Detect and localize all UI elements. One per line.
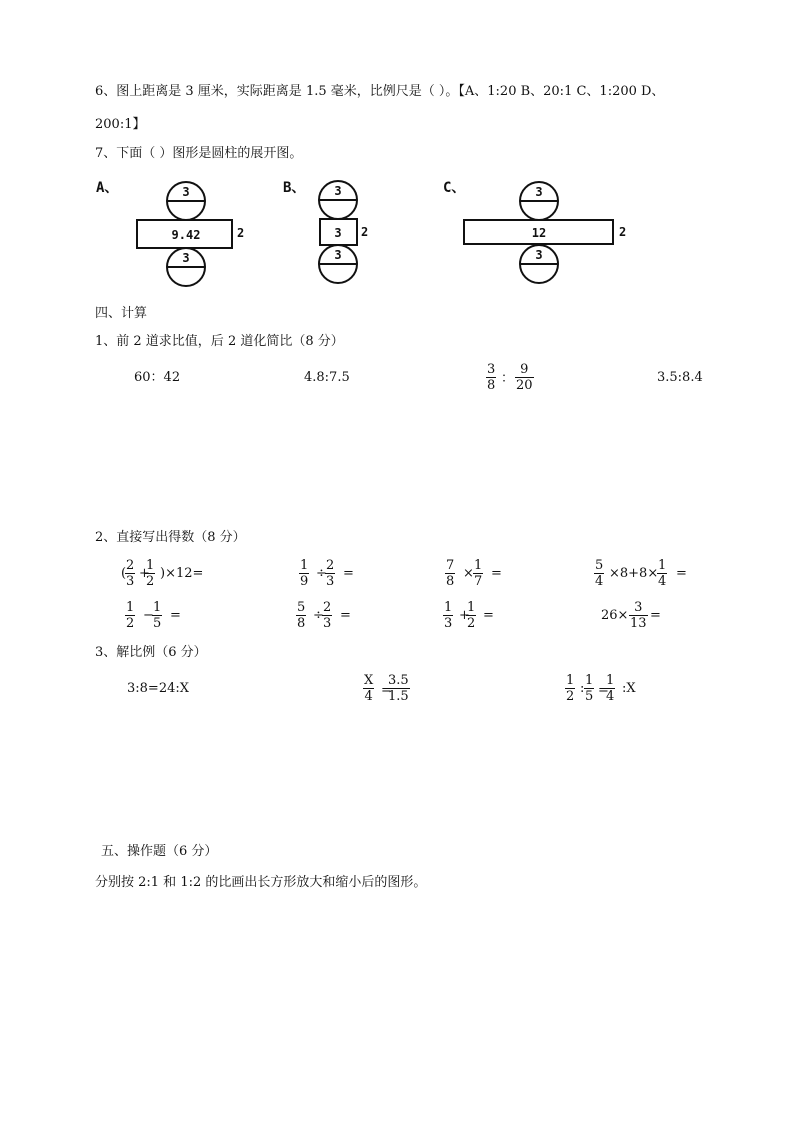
proportion-item-3-c: $\frac{1}{4}$: [606, 673, 615, 704]
r2c3-b: $\frac{1}{2}$: [467, 600, 476, 631]
r1c3-b: $\frac{1}{7}$: [474, 558, 483, 589]
ratio-item-4: 3.5:8.4: [657, 370, 703, 385]
r1c3-op: ×: [463, 566, 474, 581]
proportion-item-1: 3:8=24:X: [127, 681, 189, 696]
proportion-item-3-eq: =: [598, 683, 609, 698]
r1c1-op: +: [139, 566, 150, 581]
proportion-item-2-b: $\frac{3.5}{1.5}$: [388, 673, 409, 704]
option-b-bottom-label: 3: [334, 248, 342, 262]
r2c1-op: −: [143, 608, 154, 623]
r2c1-a: $\frac{1}{2}$: [126, 600, 135, 631]
option-a-height-label: 2: [237, 226, 245, 240]
part-3-title: 3、解比例（6 分）: [95, 645, 207, 660]
option-c-rect-label: 12: [531, 226, 547, 240]
option-c-height-label: 2: [619, 225, 627, 239]
r2c4-tail: =: [650, 608, 661, 623]
option-a-label: A、: [96, 180, 119, 196]
option-c-label: C、: [443, 180, 466, 196]
section-5-text: 分别按 2:1 和 1:2 的比画出长方形放大和缩小后的图形。: [95, 875, 427, 890]
option-b-rect-label: 3: [334, 226, 342, 240]
option-b-top-label: 3: [334, 184, 342, 198]
section-5-title: 五、操作题（6 分）: [101, 844, 218, 859]
r1c1-a: $\frac{2}{3}$: [126, 558, 135, 589]
r2c4-pre: 26×: [601, 608, 629, 623]
r2c2-op: ÷: [313, 608, 324, 623]
r2c2-b: $\frac{2}{3}$: [323, 600, 332, 631]
option-a-top-label: 3: [182, 185, 190, 199]
r1c3-tail: =: [491, 566, 502, 581]
ratio-item-3-sep: ：: [501, 371, 515, 386]
proportion-item-2-eq: =: [381, 683, 392, 698]
ratio-item-3-b: $\frac{9}{20}$: [516, 362, 533, 393]
proportion-item-3-a: $\frac{1}{2}$: [566, 673, 575, 704]
r1c1-tail: )×12=: [160, 566, 204, 581]
r1c4-a: $\frac{5}{4}$: [595, 558, 604, 589]
r1c4-tail: =: [676, 566, 687, 581]
q7-question: 7、下面（ ）图形是圆柱的展开图。: [95, 146, 303, 161]
option-c-bottom-label: 3: [535, 248, 543, 262]
part-2-title: 2、直接写出得数（8 分）: [95, 530, 246, 545]
ratio-item-2: 4.8:7.5: [304, 370, 350, 385]
option-a-bottom-label: 3: [182, 251, 190, 265]
r1c4-mid: ×8+8×: [609, 566, 659, 581]
r1c4-b: $\frac{1}{4}$: [658, 558, 667, 589]
r2c4-b: $\frac{3}{13}$: [630, 600, 647, 631]
r2c1-b: $\frac{1}{5}$: [153, 600, 162, 631]
r2c3-op: +: [459, 608, 470, 623]
section-4-title: 四、计算: [95, 306, 148, 321]
proportion-item-3-b: $\frac{1}{5}$: [585, 673, 594, 704]
option-b-label: B、: [283, 180, 306, 196]
r1c1-open: (: [121, 566, 127, 581]
proportion-item-3-sep: :: [580, 681, 585, 696]
q6-line1: 6、图上距离是 3 厘米，实际距离是 1.5 毫米，比例尺是（ ）。【A、1:20 B、20:1 C、1:200 D、: [95, 84, 665, 99]
part-1-title: 1、前 2 道求比值，后 2 道化简比（8 分）: [95, 334, 344, 349]
cylinder-nets-figure: [0, 168, 793, 308]
option-b-height-label: 2: [361, 225, 369, 239]
r1c3-a: $\frac{7}{8}$: [446, 558, 455, 589]
r1c2-b: $\frac{2}{3}$: [326, 558, 335, 589]
r2c2-a: $\frac{5}{8}$: [297, 600, 306, 631]
r1c2-tail: =: [343, 566, 354, 581]
proportion-item-3-tail: :X: [622, 681, 636, 696]
r2c1-tail: =: [170, 608, 181, 623]
r2c3-tail: =: [483, 608, 494, 623]
r1c2-a: $\frac{1}{9}$: [300, 558, 309, 589]
r2c2-tail: =: [340, 608, 351, 623]
option-c-top-label: 3: [535, 185, 543, 199]
q6-line2: 200:1】: [95, 117, 146, 132]
option-a-rect-label: 9.42: [171, 228, 201, 242]
ratio-item-1: 60：42: [134, 370, 181, 385]
proportion-item-2-a: $\frac{X}{4}$: [364, 673, 374, 704]
r1c1-b: $\frac{1}{2}$: [146, 558, 155, 589]
r1c2-op: ÷: [316, 566, 327, 581]
ratio-item-3-a: $\frac{3}{8}$: [487, 362, 496, 393]
r2c3-a: $\frac{1}{3}$: [444, 600, 453, 631]
